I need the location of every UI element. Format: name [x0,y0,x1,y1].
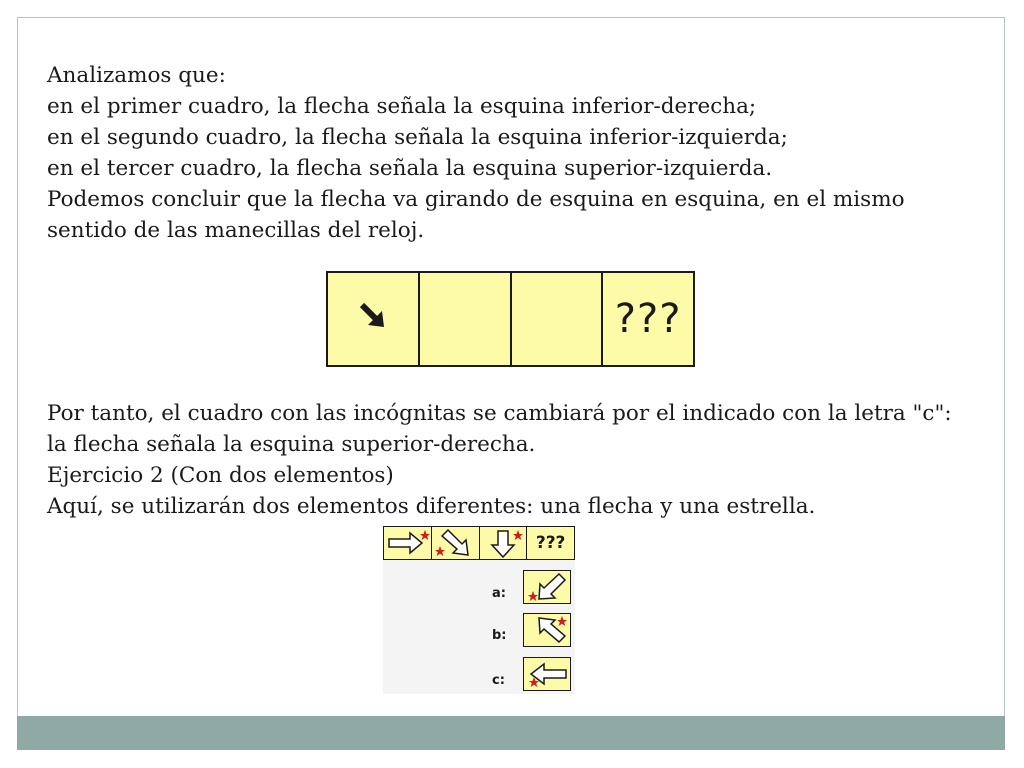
intro-line: en el segundo cuadro, la flecha señala la esquina inferior-izquierda; [47,125,788,150]
intro-text [47,60,997,246]
option-a-box [523,570,571,604]
option-label-b: b: [492,628,507,643]
arrow-down-right-icon [358,301,388,331]
intro-line: en el tercer cuadro, la flecha señala la esquina superior-izquierda. [47,156,773,181]
puzzle-cell-unknown: ??? [603,273,693,365]
arrow-down-left-star-icon [524,571,570,603]
intro-line: Podemos concluir que la flecha va girando de esquina en esquina, en el mismo [47,187,905,212]
sequence-cell-1 [384,527,431,559]
conclusion-line: Por tanto, el cuadro con las incógnitas se cambiará por el indicado con la letra "c": [47,401,952,426]
conclusion-line: la flecha señala la esquina superior-derecha. [47,432,536,457]
intro-line: Analizamos que: [47,63,226,88]
option-c-box [523,657,571,691]
conclusion-text [47,398,997,522]
footer-bar [17,716,1005,750]
sequence-cell-unknown: ??? [527,527,574,559]
sequence-cell-3 [480,527,527,559]
option-b-box [523,613,571,647]
conclusion-line: Ejercicio 2 (Con dos elementos) [47,463,394,488]
arrow-left-star-icon [524,658,570,690]
option-label-c: c: [492,673,505,688]
puzzle-cell-arrow [328,273,418,365]
sequence-row [383,526,575,560]
puzzle-cell-empty [512,273,602,365]
arrow-right-star-icon [384,527,431,559]
puzzle-cell-empty [420,273,510,365]
intro-line: sentido de las manecillas del reloj. [47,218,425,243]
conclusion-line: Aquí, se utilizarán dos elementos diferentes: una flecha y una estrella. [47,494,816,519]
intro-line: en el primer cuadro, la flecha señala la esquina inferior-derecha; [47,94,757,119]
option-label-a: a: [492,586,506,601]
sequence-cell-2 [432,527,479,559]
arrow-down-star-icon [480,527,527,559]
arrow-up-left-star-icon [524,614,570,646]
arrow-sequence-puzzle [326,271,695,367]
arrow-down-right-star-icon [432,527,479,559]
